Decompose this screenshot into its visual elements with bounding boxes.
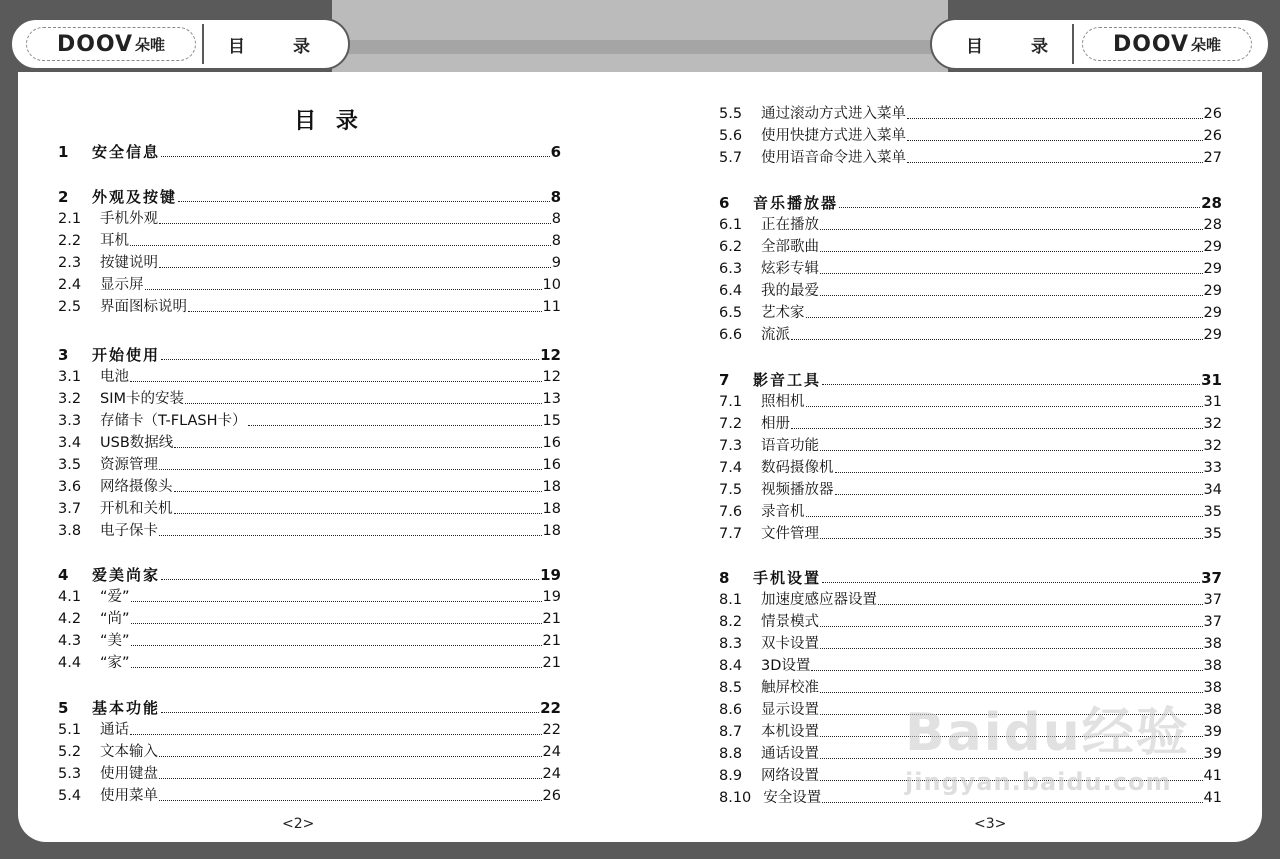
toc-entry-row [58,206,561,228]
toc-entry-number: 3.6 [58,479,82,495]
toc-entry-page: 10 [542,277,561,293]
toc-entry-text: 文件管理 [761,526,819,542]
toc-entry-page: 32 [1203,416,1222,432]
header-pill-right [930,18,1270,70]
toc-entry-number: 2.4 [58,277,82,293]
toc-entry-row [58,272,561,294]
toc-entry-page: 29 [1203,327,1222,343]
toc-entry-page: 22 [540,699,561,717]
toc-entry-row [719,256,1222,278]
toc-entry-page: 28 [1203,217,1222,233]
toc-entry-row [58,518,561,540]
toc-entry-number: 1 [58,143,69,161]
toc-entry-text: 安全设置 [763,790,822,806]
toc-entry-row [719,499,1222,521]
toc-entry-row [58,474,561,496]
toc-leader-dots [820,449,1203,451]
header-title-right [942,24,1074,64]
toc-entry-number: 7.7 [719,526,743,542]
toc-entry-row [719,123,1222,145]
toc-chapter-row [58,184,561,206]
toc-leader-dots [130,733,542,735]
toc-entry-page: 16 [542,457,561,473]
toc-entry-page: 21 [542,655,561,671]
toc-entry-number: 6.4 [719,283,743,299]
header-bar-center [332,0,948,72]
toc-entry-row [719,411,1222,433]
toc-entry-number: 8 [719,569,730,587]
toc-entry-page: 8 [551,211,561,227]
toc-entry-page: 37 [1203,592,1222,608]
toc-entry-text: 艺术家 [761,305,805,321]
toc-entry-row [719,145,1222,167]
toc-entry-page: 38 [1203,658,1222,674]
toc-leader-dots [159,222,551,224]
header-title-char: 录 [1031,36,1048,57]
toc-leader-dots [811,669,1202,671]
toc-entry-number: 5 [58,699,69,717]
toc-entry-number: 2.5 [58,299,82,315]
toc-entry-row [719,101,1222,123]
toc-leader-dots [835,493,1203,495]
toc-leader-dots [178,200,550,202]
toc-entry-number: 8.1 [719,592,743,608]
toc-entry-page: 28 [1201,194,1222,212]
toc-entry-row [719,741,1222,763]
toc-leader-dots [159,266,551,268]
toc-entry-number: 4.1 [58,589,82,605]
toc-entry-page: 18 [542,523,561,539]
toc-entry-text: 情景模式 [761,614,819,630]
toc-leader-dots [820,272,1203,274]
toc-leader-dots [806,405,1203,407]
toc-entry-number: 3.7 [58,501,82,517]
toc-entry-page: 39 [1203,746,1222,762]
toc-entry-page: 21 [542,611,561,627]
toc-entry-row [719,697,1222,719]
toc-entry-row [58,761,561,783]
toc-entry-text: 照相机 [761,394,805,410]
toc-leader-dots [161,578,539,580]
toc-entry-page: 39 [1203,724,1222,740]
toc-leader-dots [159,799,542,801]
toc-entry-text: “尚” [100,611,130,627]
toc-entry-number: 7.3 [719,438,743,454]
toc-entry-number: 8.10 [719,790,752,806]
toc-entry-number: 5.4 [58,788,82,804]
toc-entry-page: 29 [1203,261,1222,277]
toc-chapter-row [719,565,1222,587]
toc-entry-page: 38 [1203,680,1222,696]
toc-entry-page: 33 [1203,460,1222,476]
toc-leader-dots [820,250,1203,252]
toc-entry-text: 按键说明 [100,255,158,271]
toc-entry-page: 37 [1203,614,1222,630]
toc-entry-page: 27 [1203,150,1222,166]
toc-entry-row [58,250,561,272]
logo-word: DOOV [1112,31,1190,57]
toc-leader-dots [161,711,539,713]
toc-entry-text: 双卡设置 [761,636,819,652]
toc-entry-page: 38 [1203,702,1222,718]
toc-entry-page: 35 [1203,504,1222,520]
toc-entry-text: 外观及按键 [92,188,178,206]
toc-leader-dots [131,644,542,646]
toc-entry-text: USB数据线 [100,435,174,451]
toc-entry-row [719,587,1222,609]
toc-entry-number: 2.1 [58,211,82,227]
toc-entry-text: 全部歌曲 [761,239,819,255]
toc-leader-dots [878,603,1203,605]
toc-entry-text: 通过滚动方式进入菜单 [761,106,906,122]
toc-entry-page: 24 [542,744,561,760]
toc-entry-text: 开机和关机 [100,501,173,517]
toc-entry-number: 7.6 [719,504,743,520]
toc-leader-dots [159,777,542,779]
page-number-left: <2> [282,816,315,832]
toc-leader-dots [806,316,1203,318]
toc-entry-page: 37 [1201,569,1222,587]
toc-entry-row [719,719,1222,741]
toc-entry-text: 语音功能 [761,438,819,454]
logo-cn: 朵唯 [1191,35,1222,54]
toc-entry-number: 7.1 [719,394,743,410]
toc-entry-number: 6.3 [719,261,743,277]
toc-entry-text: 使用菜单 [100,788,158,804]
toc-leader-dots [820,713,1203,715]
header-pill-left [10,18,350,70]
toc-entry-number: 3 [58,346,69,364]
toc-entry-number: 5.7 [719,150,743,166]
toc-entry-number: 3.1 [58,369,82,385]
toc-entry-row [58,228,561,250]
toc-entry-number: 6 [719,194,730,212]
toc-entry-page: 29 [1203,305,1222,321]
toc-entry-row [58,606,561,628]
toc-chapter-row [719,190,1222,212]
toc-entry-row [58,496,561,518]
toc-leader-dots [130,244,551,246]
toc-leader-dots [822,581,1200,583]
toc-leader-dots [907,117,1203,119]
toc-entry-row [719,300,1222,322]
toc-leader-dots [185,402,542,404]
toc-entry-number: 8.9 [719,768,743,784]
toc-entry-text: 相册 [761,416,790,432]
toc-entry-row [719,653,1222,675]
toc-entry-page: 12 [542,369,561,385]
toc-entry-number: 6.2 [719,239,743,255]
toc-entry-page: 32 [1203,438,1222,454]
toc-entry-row [719,212,1222,234]
toc-entry-text: 视频播放器 [761,482,834,498]
toc-entry-row [719,278,1222,300]
toc-entry-row [58,628,561,650]
toc-leader-dots [248,424,542,426]
toc-entry-text: 音乐播放器 [753,194,839,212]
toc-entry-number: 3.3 [58,413,82,429]
toc-leader-dots [188,310,542,312]
watermark: Baidu经验 [905,703,1190,763]
watermark-url: jingyan.baidu.com [905,768,1172,796]
toc-entry-text: 通话设置 [761,746,819,762]
toc-entry-text: “爱” [100,589,130,605]
toc-entry-text: 基本功能 [92,699,161,717]
page-number-right: <3> [974,816,1007,832]
toc-entry-row [719,521,1222,543]
toc-entry-row [58,650,561,672]
toc-entry-text: 资源管理 [100,457,158,473]
toc-leader-dots [820,757,1203,759]
toc-entry-page: 8 [550,188,561,206]
toc-entry-number: 8.5 [719,680,743,696]
toc-entry-text: 开始使用 [92,346,161,364]
toc-entry-number: 3.8 [58,523,82,539]
toc-entry-number: 2.2 [58,233,82,249]
toc-entry-text: “家” [100,655,130,671]
toc-entry-text: 数码摄像机 [761,460,834,476]
toc-entry-page: 35 [1203,526,1222,542]
logo-word: DOOV [56,31,134,57]
toc-leader-dots [159,755,542,757]
toc-entry-text: 显示屏 [100,277,144,293]
toc-entry-text: 使用键盘 [100,766,158,782]
header-stripe [332,40,948,54]
toc-entry-row [58,294,561,316]
toc-entry-number: 8.7 [719,724,743,740]
toc-entry-page: 34 [1203,482,1222,498]
toc-entry-row [58,430,561,452]
toc-leader-dots [161,155,550,157]
toc-leader-dots [820,735,1203,737]
toc-leader-dots [174,490,542,492]
toc-leader-dots [822,383,1200,385]
toc-entry-text: 正在播放 [761,217,819,233]
toc-entry-page: 41 [1203,790,1222,806]
toc-title: 目 录 [294,109,364,134]
toc-entry-page: 29 [1203,239,1222,255]
toc-leader-dots [907,139,1203,141]
toc-entry-text: 耳机 [100,233,129,249]
toc-entry-text: 通话 [100,722,129,738]
toc-entry-text: 使用快捷方式进入菜单 [761,128,906,144]
toc-leader-dots [820,537,1203,539]
toc-entry-page: 19 [542,589,561,605]
toc-entry-number: 8.2 [719,614,743,630]
toc-entry-text: 安全信息 [92,143,161,161]
toc-leader-dots [131,600,542,602]
toc-chapter-row [58,695,561,717]
toc-leader-dots [159,534,542,536]
toc-entry-row [719,477,1222,499]
toc-entry-page: 18 [542,479,561,495]
toc-leader-dots [820,625,1203,627]
toc-entry-page: 29 [1203,283,1222,299]
toc-entry-text: 影音工具 [753,371,822,389]
toc-entry-page: 13 [542,391,561,407]
toc-entry-row [719,322,1222,344]
header-title-left [202,24,334,64]
toc-entry-number: 7 [719,371,730,389]
toc-entry-text: 本机设置 [761,724,819,740]
toc-leader-dots [145,288,542,290]
toc-entry-text: 录音机 [761,504,805,520]
toc-entry-row [719,675,1222,697]
toc-entry-text: 加速度感应器设置 [761,592,877,608]
toc-entry-row [58,783,561,805]
toc-entry-number: 8.3 [719,636,743,652]
toc-leader-dots [820,228,1203,230]
toc-entry-page: 21 [542,633,561,649]
toc-entry-number: 8.4 [719,658,743,674]
toc-leader-dots [820,691,1203,693]
toc-entry-text: 电子保卡 [100,523,158,539]
toc-entry-text: 存储卡（T-FLASH卡） [100,413,247,429]
toc-entry-page: 26 [542,788,561,804]
toc-leader-dots [131,666,542,668]
toc-leader-dots [174,512,542,514]
toc-entry-number: 7.2 [719,416,743,432]
toc-entry-number: 8.6 [719,702,743,718]
toc-entry-row [719,455,1222,477]
toc-entry-row [719,631,1222,653]
toc-entry-page: 12 [540,346,561,364]
toc-entry-page: 9 [551,255,561,271]
toc-entry-page: 19 [540,566,561,584]
toc-entry-number: 6.5 [719,305,743,321]
toc-leader-dots [839,206,1200,208]
toc-entry-row [58,386,561,408]
toc-entry-text: 流派 [761,327,790,343]
toc-entry-text: 3D设置 [761,658,811,674]
toc-entry-text: 界面图标说明 [100,299,187,315]
toc-entry-number: 4 [58,566,69,584]
toc-entry-number: 4.4 [58,655,82,671]
toc-entry-page: 24 [542,766,561,782]
toc-entry-number: 7.4 [719,460,743,476]
toc-entry-page: 16 [542,435,561,451]
toc-entry-text: “美” [100,633,130,649]
toc-entry-text: 触屏校准 [761,680,819,696]
toc-leader-dots [131,622,542,624]
doov-logo [1082,27,1252,61]
toc-leader-dots [791,427,1203,429]
toc-chapter-row [58,342,561,364]
toc-entry-text: 爱美尚家 [92,566,161,584]
toc-entry-text: 炫彩专辑 [761,261,819,277]
toc-leader-dots [907,161,1203,163]
toc-entry-row [719,433,1222,455]
toc-leader-dots [130,380,542,382]
toc-entry-row [719,609,1222,631]
toc-entry-page: 22 [542,722,561,738]
toc-entry-number: 5.1 [58,722,82,738]
toc-entry-text: 网络设置 [761,768,819,784]
toc-entry-number: 7.5 [719,482,743,498]
toc-leader-dots [835,471,1203,473]
toc-leader-dots [822,801,1202,803]
toc-entry-text: 使用语音命令进入菜单 [761,150,906,166]
toc-entry-page: 11 [542,299,561,315]
toc-chapter-row [58,562,561,584]
toc-entry-number: 4.2 [58,611,82,627]
toc-entry-text: 电池 [100,369,129,385]
toc-leader-dots [174,446,541,448]
toc-entry-number: 4.3 [58,633,82,649]
toc-leader-dots [820,647,1203,649]
toc-entry-text: 我的最爱 [761,283,819,299]
toc-leader-dots [820,294,1203,296]
toc-leader-dots [806,515,1203,517]
toc-chapter-row [58,139,561,161]
toc-entry-text: 手机外观 [100,211,158,227]
toc-entry-page: 26 [1203,128,1222,144]
toc-entry-row [58,452,561,474]
toc-entry-page: 26 [1203,106,1222,122]
toc-entry-page: 18 [542,501,561,517]
toc-entry-number: 5.6 [719,128,743,144]
toc-entry-number: 6.1 [719,217,743,233]
toc-entry-row [58,364,561,386]
toc-entry-number: 6.6 [719,327,743,343]
toc-entry-text: 网络摄像头 [100,479,173,495]
toc-entry-text: 显示设置 [761,702,819,718]
toc-entry-number: 8.8 [719,746,743,762]
header-title-char: 目 [228,36,245,57]
toc-entry-text: 文本输入 [100,744,158,760]
toc-entry-number: 2.3 [58,255,82,271]
toc-entry-number: 3.4 [58,435,82,451]
logo-cn: 朵唯 [135,35,166,54]
toc-entry-page: 38 [1203,636,1222,652]
toc-entry-row [58,739,561,761]
toc-leader-dots [791,338,1203,340]
header-title-char: 目 [966,36,983,57]
toc-entry-number: 2 [58,188,69,206]
toc-entry-row [58,408,561,430]
toc-entry-page: 15 [542,413,561,429]
toc-leader-dots [161,358,539,360]
toc-entry-row [719,389,1222,411]
toc-entry-number: 5.2 [58,744,82,760]
toc-entry-number: 5.5 [719,106,743,122]
toc-entry-text: SIM卡的安装 [100,391,184,407]
toc-entry-page: 31 [1203,394,1222,410]
toc-entry-page: 31 [1201,371,1222,389]
toc-chapter-row [719,367,1222,389]
toc-entry-number: 5.3 [58,766,82,782]
toc-entry-page: 6 [550,143,561,161]
toc-entry-number: 3.5 [58,457,82,473]
doov-logo [26,27,196,61]
toc-entry-number: 3.2 [58,391,82,407]
toc-entry-row [58,584,561,606]
toc-leader-dots [159,468,542,470]
toc-entry-page: 8 [551,233,561,249]
toc-entry-page: 41 [1203,768,1222,784]
toc-entry-row [719,234,1222,256]
toc-entry-row [58,717,561,739]
header-title-char: 录 [293,36,310,57]
toc-entry-text: 手机设置 [753,569,822,587]
